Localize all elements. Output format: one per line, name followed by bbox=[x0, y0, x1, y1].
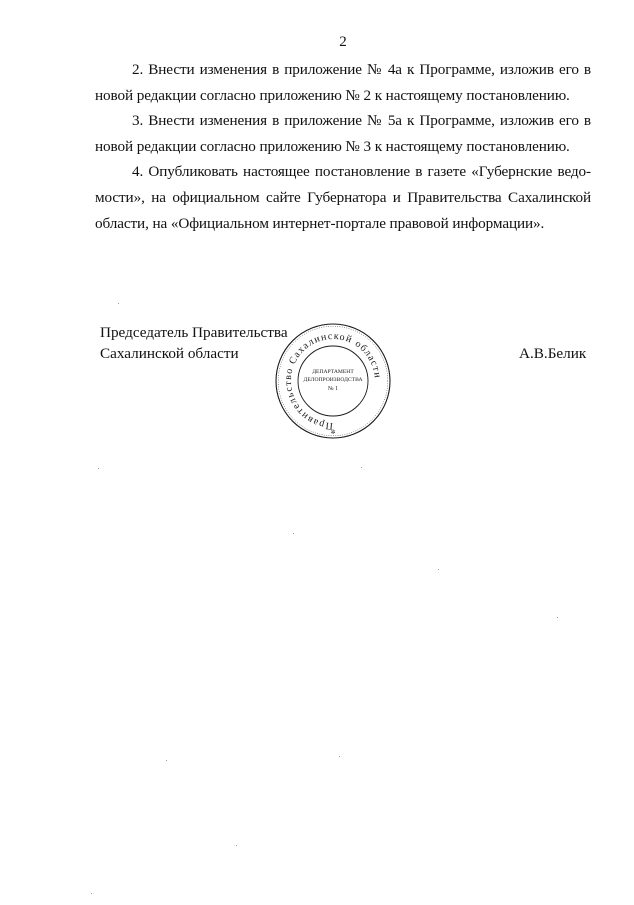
scan-speck bbox=[98, 468, 99, 469]
paragraph-item-2 bbox=[95, 57, 591, 108]
scan-speck bbox=[91, 893, 92, 894]
signatory-position bbox=[100, 322, 288, 364]
paragraph-item-3 bbox=[95, 108, 591, 159]
scan-speck bbox=[293, 533, 294, 534]
seal-center-line: № 1 bbox=[327, 386, 339, 392]
paragraph-line: 3. Внести изменения в приложение № 5а к Программе, изложив его bbox=[132, 112, 579, 130]
seal-center-line: ДЕЛОПРОИЗВОДСТВА bbox=[303, 377, 363, 383]
seal-star-icon: ✲ bbox=[330, 429, 336, 436]
paragraph-line: 4. Опубликовать настоящее постановление в газете «Губернские ведо- bbox=[132, 163, 591, 181]
position-title-line: Председатель Правительства bbox=[100, 324, 288, 341]
position-title-line: Сахалинской области bbox=[100, 345, 239, 362]
scan-speck bbox=[339, 756, 340, 757]
scan-speck bbox=[557, 617, 558, 618]
seal-ring-text: Правительство Сахалинской области bbox=[282, 330, 384, 432]
scan-speck bbox=[236, 845, 237, 846]
scan-speck bbox=[118, 303, 119, 304]
paragraph-line: 2. Внести изменения в приложение № 4а к Программе, изложив его bbox=[132, 61, 579, 78]
official-seal bbox=[274, 322, 392, 440]
signatory-name: А.В.Белик bbox=[519, 345, 587, 362]
scan-speck bbox=[438, 569, 439, 570]
paragraph-line: в новой редакции согласно приложению № 2 к настоящему постановлению. bbox=[95, 61, 591, 104]
page-number: 2 bbox=[339, 34, 347, 50]
paragraph-line: в новой редакции согласно приложению № 3 к настоящему постановлению. bbox=[95, 112, 591, 155]
scan-speck bbox=[361, 467, 362, 468]
document-body bbox=[95, 57, 591, 236]
scan-speck bbox=[166, 760, 167, 761]
paragraph-line: области, на «Официальном интернет-портале правовой информации». bbox=[95, 214, 545, 232]
seal-center-line: ДЕПАРТАМЕНТ bbox=[312, 369, 354, 375]
paragraph-line: мости», на официальном сайте Губернатора и Правительства Сахалинской bbox=[95, 188, 591, 206]
paragraph-item-4 bbox=[95, 159, 591, 236]
